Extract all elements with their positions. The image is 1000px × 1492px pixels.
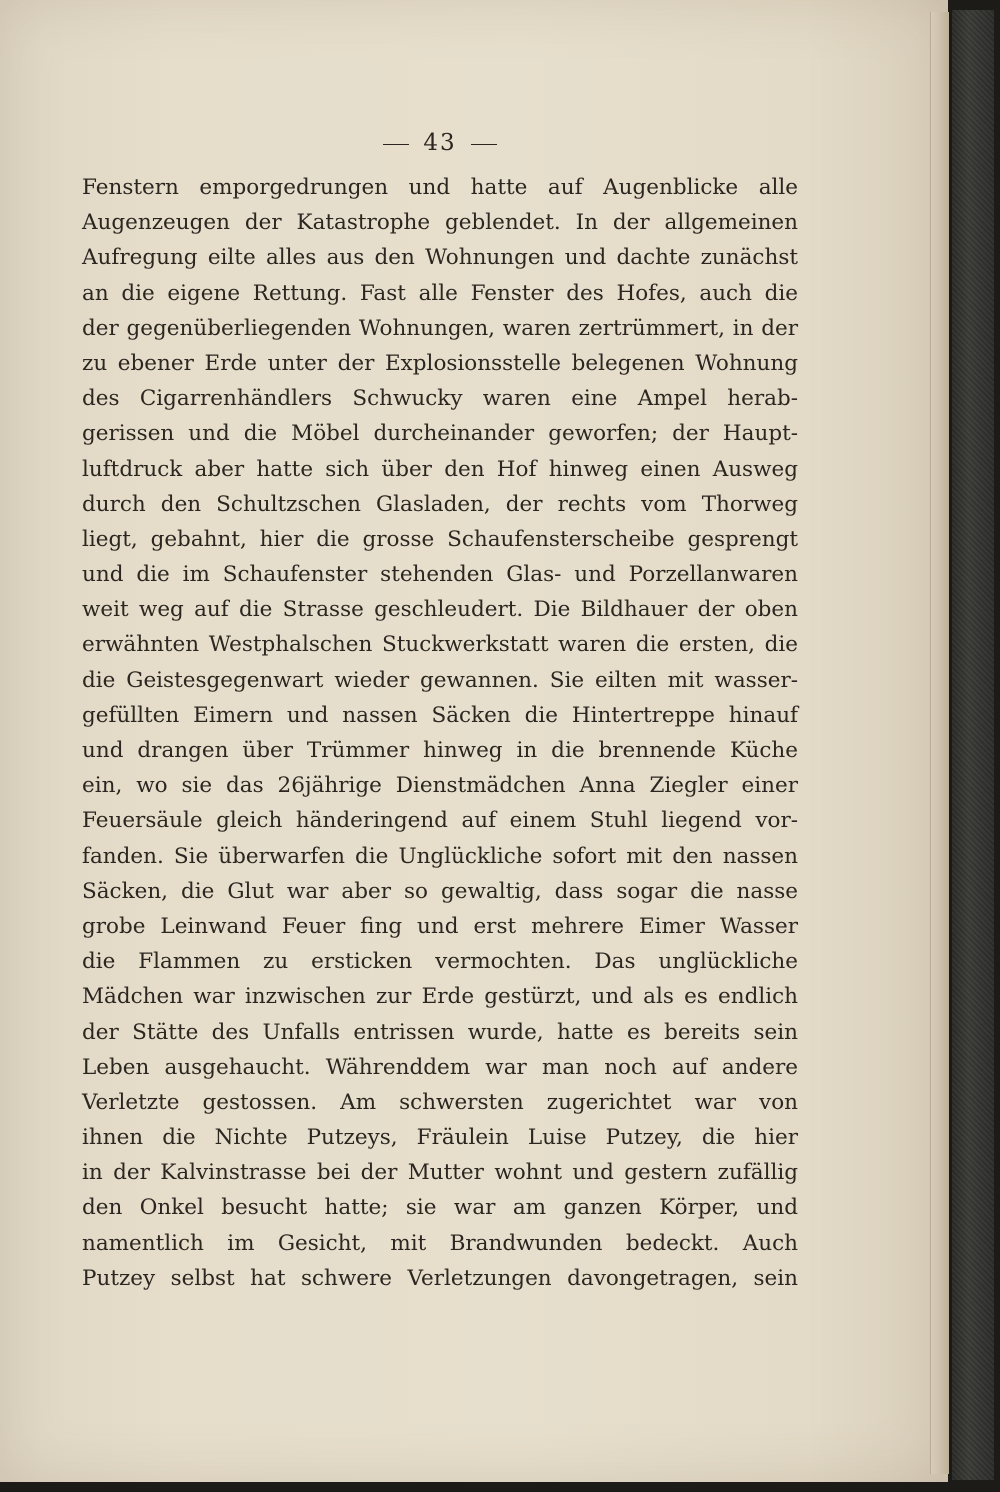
text-line: ihnen die Nichte Putzeys, Fräulein Luise Putzey, die hier <box>82 1125 798 1151</box>
text-line: die Geistesgegenwart wieder gewannen. Sie eilten mit wasser- <box>82 667 798 693</box>
folio-dash-left <box>383 144 409 145</box>
text-line: Feuersäule gleich händeringend auf einem Stuhl liegend vor- <box>82 808 798 834</box>
page-edge <box>930 12 949 1474</box>
text-line: die Flammen zu ersticken vermochten. Das unglückliche <box>82 949 798 975</box>
text-line: weit weg auf die Strasse geschleudert. Die Bildhauer der oben <box>82 597 798 623</box>
text-line: der Stätte des Unfalls entrissen wurde, hatte es bereits sein <box>82 1019 798 1045</box>
text-line: den Onkel besucht hatte; sie war am ganzen Körper, und <box>82 1195 798 1221</box>
text-line: grobe Leinwand Feuer fing und erst mehrere Eimer Wasser <box>82 913 798 939</box>
text-line: des Cigarrenhändlers Schwucky waren eine Ampel herab- <box>82 386 798 412</box>
text-block <box>82 118 798 1296</box>
text-line: gerissen und die Möbel durcheinander geworfen; der Haupt- <box>82 421 798 447</box>
text-line: fanden. Sie überwarfen die Unglückliche sofort mit den nassen <box>82 843 798 869</box>
folio-dash-right <box>471 144 497 145</box>
text-line: erwähnten Westphalschen Stuckwerkstatt waren die ersten, die <box>82 632 798 658</box>
book-cover-edge <box>950 10 994 1480</box>
text-line: Leben ausgehaucht. Währenddem war man noch auf andere <box>82 1054 798 1080</box>
page-number: 43 <box>423 130 457 156</box>
text-line: und die im Schaufenster stehenden Glas- und Porzellanwaren <box>82 562 798 588</box>
text-line: zu ebener Erde unter der Explosionsstelle belegenen Wohnung <box>82 350 798 376</box>
text-line: Fenstern emporgedrungen und hatte auf Augenblicke alle <box>82 175 798 200</box>
text-line: liegt, gebahnt, hier die grosse Schaufensterscheibe gesprengt <box>82 526 798 552</box>
text-line: Augenzeugen der Katastrophe geblendet. In der allgemeinen <box>82 210 798 236</box>
text-line: der gegenüberliegenden Wohnungen, waren zertrümmert, in der <box>82 315 798 341</box>
text-line: durch den Schultzschen Glasladen, der rechts vom Thorweg <box>82 491 798 517</box>
text-line: Säcken, die Glut war aber so gewaltig, dass sogar die nasse <box>82 878 798 904</box>
text-line: namentlich im Gesicht, mit Brandwunden bedeckt. Auch <box>82 1230 798 1256</box>
text-line: gefüllten Eimern und nassen Säcken die Hintertreppe hinauf <box>82 702 798 728</box>
page-number-header <box>82 118 798 168</box>
text-line: luftdruck aber hatte sich über den Hof hinweg einen Ausweg <box>82 456 798 482</box>
text-line: Aufregung eilte alles aus den Wohnungen und dachte zunächst <box>82 245 798 271</box>
text-line: Putzey selbst hat schwere Verletzungen davongetragen, sein <box>82 1265 798 1291</box>
text-line: und drangen über Trümmer hinweg in die brennende Küche <box>82 738 798 763</box>
text-line: Verletzte gestossen. Am schwersten zugerichtet war von <box>82 1089 798 1115</box>
text-line: an die eigene Rettung. Fast alle Fenster des Hofes, auch die <box>82 280 798 306</box>
text-line: ein, wo sie das 26jährige Dienstmädchen Anna Ziegler einer <box>82 773 798 799</box>
text-line: in der Kalvinstrasse bei der Mutter wohnt und gestern zufällig <box>82 1160 798 1186</box>
text-line: Mädchen war inzwischen zur Erde gestürzt, und als es endlich <box>82 984 798 1010</box>
